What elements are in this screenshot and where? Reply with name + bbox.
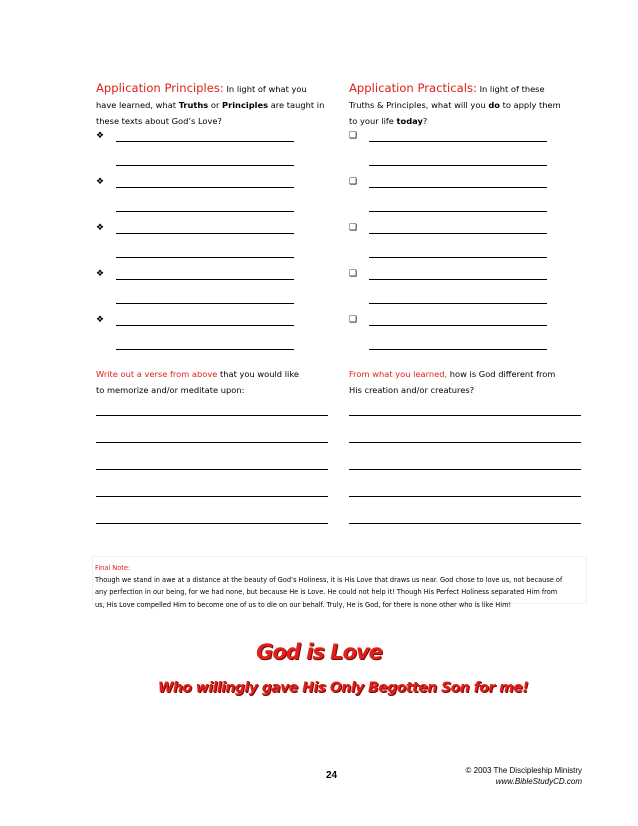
principle-item bbox=[96, 315, 296, 327]
checkbox-icon: ❑ bbox=[349, 177, 358, 187]
principle-continuation bbox=[96, 339, 296, 351]
principle-answer-line[interactable] bbox=[116, 233, 294, 234]
practical-item bbox=[349, 177, 549, 189]
principle-item bbox=[96, 223, 296, 235]
checkbox-icon: ❑ bbox=[349, 315, 358, 325]
practical-answer-line[interactable] bbox=[369, 187, 547, 188]
practical-item bbox=[349, 269, 549, 281]
different-answer-line[interactable] bbox=[349, 469, 581, 470]
practical-answer-line[interactable] bbox=[369, 141, 547, 142]
copyright-text: © 2003 The Discipleship Ministry bbox=[465, 766, 582, 775]
practical-answer-line[interactable] bbox=[369, 233, 547, 234]
principle-continuation bbox=[96, 293, 296, 305]
practical-continuation bbox=[349, 339, 549, 351]
principle-item bbox=[96, 177, 296, 189]
principle-item bbox=[96, 131, 296, 143]
principle-item bbox=[96, 269, 296, 281]
practical-answer-line[interactable] bbox=[369, 325, 547, 326]
final-note-line-3: us, His Love compelled Him to become one of us to die on our behalf. Truly, He is God, for there is none other who is like Him! bbox=[95, 600, 512, 609]
principle-continuation-line[interactable] bbox=[116, 349, 294, 350]
god-different-prompt: From what you learned, how is God different from His creation and/or creatures? bbox=[349, 369, 556, 395]
principle-answer-line[interactable] bbox=[116, 325, 294, 326]
different-answer-line[interactable] bbox=[349, 415, 581, 416]
diamond-bullet-icon: ❖ bbox=[96, 223, 105, 233]
diamond-bullet-icon: ❖ bbox=[96, 269, 105, 279]
page-title: God is Love bbox=[256, 640, 382, 664]
principle-continuation bbox=[96, 155, 296, 167]
application-principles-heading: Application Principles: bbox=[96, 81, 224, 95]
application-principles-prompt: Application Principles: In light of what you have learned, what Truths or Principles are taught in these texts about God’s Love? bbox=[96, 81, 325, 126]
page-subtitle: Who willingly gave His Only Begotten Son for me! bbox=[157, 680, 529, 696]
checkbox-icon: ❑ bbox=[349, 131, 358, 141]
website-text: www.BibleStudyCD.com bbox=[495, 777, 582, 786]
practical-item bbox=[349, 223, 549, 235]
verse-answer-line[interactable] bbox=[96, 496, 328, 497]
practical-continuation-line[interactable] bbox=[369, 303, 547, 304]
god-different-heading: From what you learned, bbox=[349, 369, 448, 379]
verse-prompt: Write out a verse from above that you would like to memorize and/or meditate upon: bbox=[96, 369, 299, 395]
final-note-line-1: Though we stand in awe at a distance at the beauty of God’s Holiness, it is His Love that draws us near. God chose to love us, not because of bbox=[95, 576, 563, 584]
practical-continuation-line[interactable] bbox=[369, 257, 547, 258]
checkbox-icon: ❑ bbox=[349, 223, 358, 233]
principle-continuation-line[interactable] bbox=[116, 257, 294, 258]
principle-continuation bbox=[96, 201, 296, 213]
practical-answer-line[interactable] bbox=[369, 279, 547, 280]
practical-item bbox=[349, 315, 549, 327]
verse-answer-line[interactable] bbox=[96, 469, 328, 470]
practical-continuation bbox=[349, 155, 549, 167]
different-answer-line[interactable] bbox=[349, 442, 581, 443]
practical-continuation-line[interactable] bbox=[369, 165, 547, 166]
checkbox-icon: ❑ bbox=[349, 269, 358, 279]
principle-answer-line[interactable] bbox=[116, 187, 294, 188]
verse-answer-line[interactable] bbox=[96, 523, 328, 524]
practical-continuation bbox=[349, 201, 549, 213]
principle-continuation-line[interactable] bbox=[116, 211, 294, 212]
final-note-line-2: any perfection in our being, for we had none, but because He is Love. He could not help it! Though His Perfect Holiness separated Him from bbox=[95, 588, 558, 597]
practical-continuation bbox=[349, 247, 549, 259]
principle-continuation-line[interactable] bbox=[116, 303, 294, 304]
principle-continuation-line[interactable] bbox=[116, 165, 294, 166]
final-note-label: Final Note: bbox=[95, 564, 131, 572]
different-answer-line[interactable] bbox=[349, 523, 581, 524]
principle-answer-line[interactable] bbox=[116, 141, 294, 142]
diamond-bullet-icon: ❖ bbox=[96, 315, 105, 325]
copyright-block bbox=[466, 765, 582, 787]
diamond-bullet-icon: ❖ bbox=[96, 177, 105, 187]
practical-continuation-line[interactable] bbox=[369, 349, 547, 350]
practical-continuation-line[interactable] bbox=[369, 211, 547, 212]
verse-answer-line[interactable] bbox=[96, 442, 328, 443]
practical-continuation bbox=[349, 293, 549, 305]
diamond-bullet-icon: ❖ bbox=[96, 131, 105, 141]
final-note-box bbox=[92, 556, 587, 609]
principle-answer-line[interactable] bbox=[116, 279, 294, 280]
application-practicals-heading: Application Practicals: bbox=[349, 81, 477, 95]
application-practicals-prompt: Application Practicals: In light of these Truths & Principles, what will you do to apply them to your life today? bbox=[349, 81, 561, 126]
verse-heading: Write out a verse from above bbox=[96, 369, 218, 379]
principle-continuation bbox=[96, 247, 296, 259]
practical-item bbox=[349, 131, 549, 143]
page-number: 24 bbox=[326, 770, 338, 781]
different-answer-line[interactable] bbox=[349, 496, 581, 497]
verse-answer-line[interactable] bbox=[96, 415, 328, 416]
